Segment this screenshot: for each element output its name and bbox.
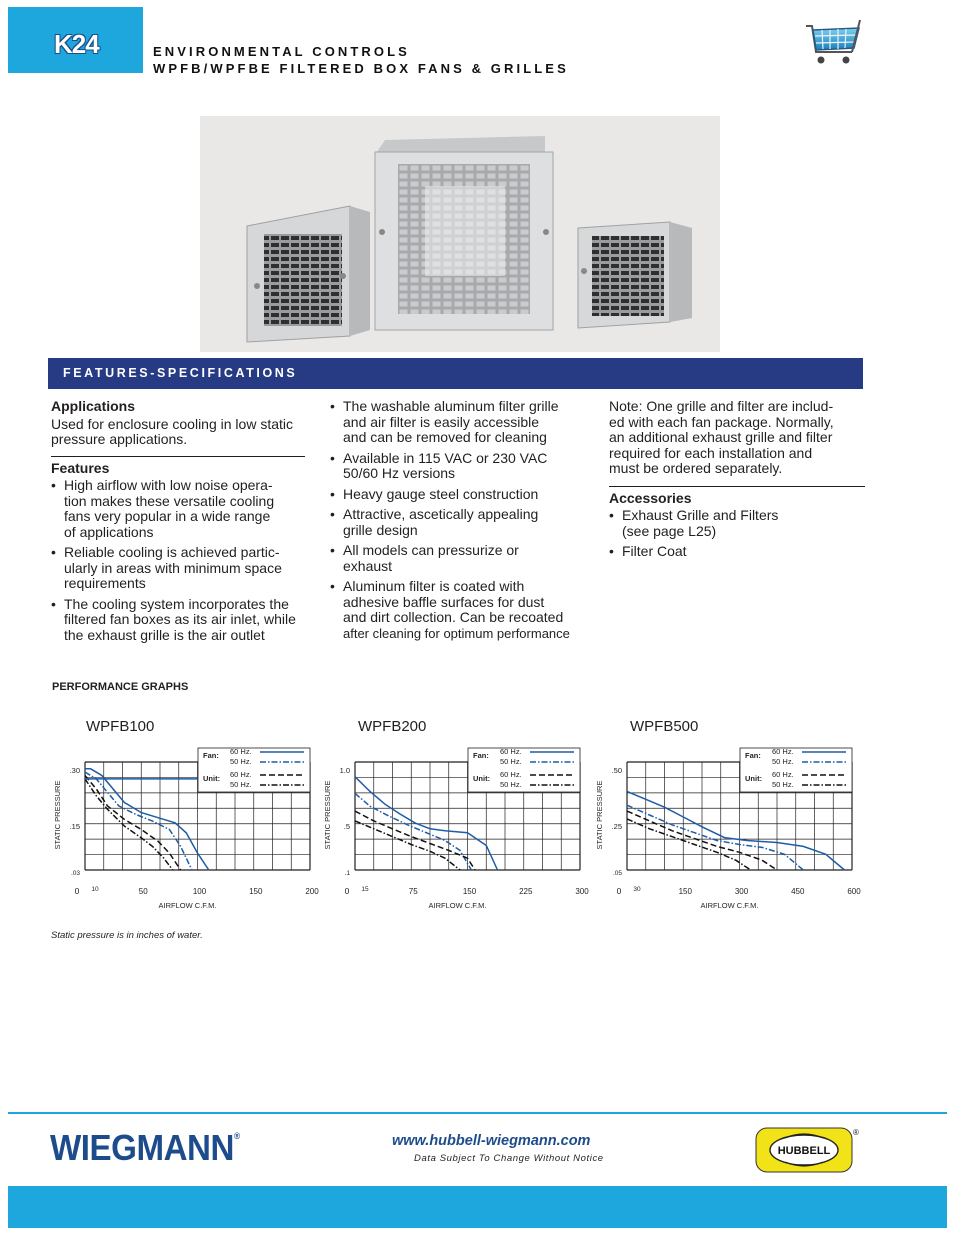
list-item: • Aluminum filter is coated with adhesive baffle surfaces for dust and dirt collection. Can be recoated after cleaning for optimum performance <box>330 579 592 641</box>
chart-WPFB200 <box>323 718 589 910</box>
x-tick-label: 0 <box>74 886 80 896</box>
x-tick-label: 450 <box>791 887 805 896</box>
x-tick-label: 200 <box>305 887 319 896</box>
legend-unit-label: Unit: <box>473 774 491 783</box>
x-tick-label: 0 <box>344 886 350 896</box>
legend-60hz: 60 Hz. <box>500 747 522 756</box>
footer-rule <box>8 1112 947 1114</box>
legend-50hz: 50 Hz. <box>230 780 252 789</box>
y-axis-label: STATIC PRESSURE <box>595 780 604 850</box>
x-tick-label: 150 <box>249 887 263 896</box>
y-tick-label: .50 <box>611 766 622 775</box>
list-item: • Filter Coat <box>609 544 865 560</box>
x-axis-label: AIRFLOW C.F.M. <box>700 901 759 910</box>
hubbell-logo-icon <box>755 1127 859 1174</box>
series-line <box>355 821 460 870</box>
legend-fan-label: Fan: <box>745 751 761 760</box>
legend-unit-label: Unit: <box>745 774 763 783</box>
list-item: • High airflow with low noise opera- tion makes these versatile cooling fans very popular in a wide range of applications <box>51 478 305 540</box>
legend-60hz: 60 Hz. <box>230 747 252 756</box>
features-header-text: FEATURES-SPECIFICATIONS <box>63 366 298 380</box>
x-tick-label: 300 <box>575 887 589 896</box>
x-tick-label: 150 <box>462 887 477 896</box>
list-item: • Reliable cooling is achieved partic- ularly in areas with minimum space requirements <box>51 545 305 592</box>
wiegmann-logo: WIEGMANN® <box>50 1127 240 1168</box>
series-line <box>355 811 475 870</box>
y-tick-label: .15 <box>69 822 80 831</box>
x-tick-label: 0 <box>616 886 622 896</box>
chart-WPFB100 <box>53 718 319 910</box>
hubbell-text: HUBBELL <box>777 1145 831 1157</box>
list-item: • The cooling system incorporates the filtered fan boxes as its air inlet, while the exhaust grille is the air outlet <box>51 597 305 644</box>
y-tick-label: .05 <box>612 870 622 877</box>
x-axis-label: AIRFLOW C.F.M. <box>158 901 217 910</box>
x-tick-label: 600 <box>847 887 861 896</box>
x-tick-label: 15 <box>361 886 369 893</box>
y-axis-label: STATIC PRESSURE <box>323 780 332 850</box>
y-tick-label: .25 <box>611 822 622 831</box>
website-link[interactable]: www.hubbell-wiegmann.com <box>392 1133 591 1149</box>
list-item: • Exhaust Grille and Filters (see page L25) <box>609 508 865 539</box>
header-line-2: WPFB/WPFBE FILTERED BOX FANS & GRILLES <box>153 61 569 76</box>
list-item: • Attractive, ascetically appealing grille design <box>330 507 592 538</box>
x-tick-label: 225 <box>519 887 533 896</box>
chart-title: WPFB200 <box>358 718 427 735</box>
legend-60hz: 60 Hz. <box>500 770 522 779</box>
legend-50hz: 50 Hz. <box>230 757 252 766</box>
applications-text: Used for enclosure cooling in low static pressure applications. <box>51 415 294 447</box>
y-tick-label: .5 <box>343 822 350 831</box>
page-code: K24 <box>54 29 99 59</box>
x-axis-label: AIRFLOW C.F.M. <box>428 901 487 910</box>
x-tick-label: 50 <box>138 887 148 896</box>
footer-bar <box>8 1186 947 1228</box>
x-tick-label: 10 <box>91 886 99 893</box>
x-tick-label: 75 <box>408 887 418 896</box>
legend-50hz: 50 Hz. <box>772 780 794 789</box>
chart-title: WPFB100 <box>86 718 155 735</box>
graph-note: Static pressure is in inches of water. <box>51 930 203 941</box>
note-text: Note: One grille and filter are includ- ed with each fan package. Normally, an additional exhaust grille and filter required for each installation and must be ordered separately. <box>609 398 834 476</box>
legend-unit-label: Unit: <box>203 774 221 783</box>
performance-graphs-heading: PERFORMANCE GRAPHS <box>52 681 189 693</box>
chart-WPFB500 <box>595 718 861 910</box>
x-tick-label: 30 <box>633 886 641 893</box>
y-tick-label: .30 <box>69 766 80 775</box>
legend-fan-label: Fan: <box>473 751 489 760</box>
legend-60hz: 60 Hz. <box>772 770 794 779</box>
legend-fan-label: Fan: <box>203 751 219 760</box>
y-tick-label: .03 <box>70 870 80 877</box>
chart-title: WPFB500 <box>630 718 699 735</box>
hubbell-registered-mark: ® <box>853 1128 859 1137</box>
series-line <box>627 792 845 871</box>
y-tick-label: .1 <box>344 870 350 877</box>
legend-60hz: 60 Hz. <box>230 770 252 779</box>
legend-50hz: 50 Hz. <box>500 757 522 766</box>
list-item: • The washable aluminum filter grille and air filter is easily accessible and can be removed for cleaning <box>330 399 592 446</box>
disclaimer-text: Data Subject To Change Without Notice <box>414 1153 604 1164</box>
x-tick-label: 300 <box>734 887 749 896</box>
x-tick-label: 100 <box>192 887 207 896</box>
features-heading: Features <box>51 459 110 476</box>
x-tick-label: 150 <box>678 887 692 896</box>
y-axis-label: STATIC PRESSURE <box>53 780 62 850</box>
list-item: • All models can pressurize or exhaust <box>330 543 592 574</box>
series-line <box>85 776 181 871</box>
accessories-heading: Accessories <box>609 489 692 506</box>
series-line <box>85 772 192 870</box>
list-item: • Available in 115 VAC or 230 VAC 50/60 Hz versions <box>330 451 592 482</box>
applications-heading: Applications <box>51 398 136 414</box>
legend-50hz: 50 Hz. <box>500 780 522 789</box>
list-item: • Heavy gauge steel construction <box>330 487 592 503</box>
legend-50hz: 50 Hz. <box>772 757 794 766</box>
legend-60hz: 60 Hz. <box>772 747 794 756</box>
y-tick-label: 1.0 <box>339 766 350 775</box>
header-line-1: ENVIRONMENTAL CONTROLS <box>153 44 410 59</box>
